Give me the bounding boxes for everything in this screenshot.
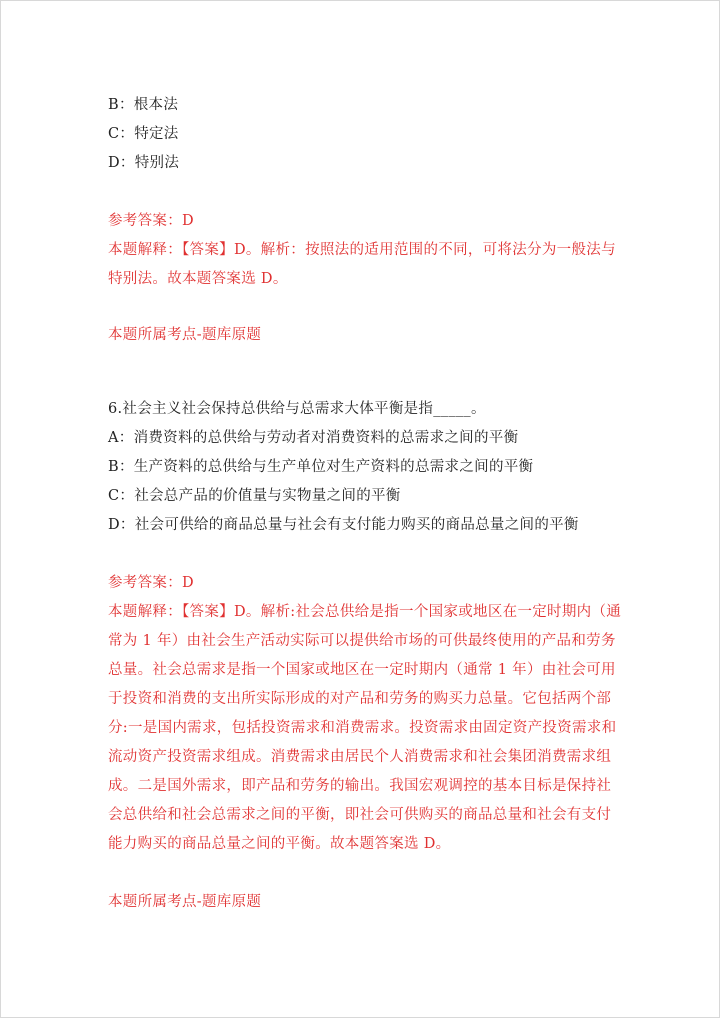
option-c: C：社会总产品的价值量与实物量之间的平衡 — [108, 488, 401, 504]
explanation-line: 总量。社会总需求是指一个国家或地区在一定时期内（通常 1 年）由社会可用 — [108, 662, 616, 678]
explanation-line: 于投资和消费的支出所实际形成的对产品和劳务的购买力总量。它包括两个部 — [108, 691, 612, 707]
option-a: A：消费资料的总供给与劳动者对消费资料的总需求之间的平衡 — [108, 430, 519, 446]
explanation-line: 能力购买的商品总量之间的平衡。故本题答案选 D。 — [108, 836, 451, 852]
explanation-line: 本题解释：【答案】D。解析:社会总供给是指一个国家或地区在一定时期内（通 — [108, 604, 622, 620]
question-source: 本题所属考点-题库原题 — [108, 894, 262, 910]
page-content — [108, 91, 622, 917]
explanation-line: 本题解释：【答案】D。解析：按照法的适用范围的不同，可将法分为一般法与 — [108, 242, 616, 258]
explanation-line: 特别法。故本题答案选 D。 — [108, 271, 288, 287]
explanation-line: 流动资产投资需求组成。消费需求由居民个人消费需求和社会集团消费需求组 — [108, 749, 612, 765]
answer-explanation — [108, 598, 622, 859]
option-b: B：根本法 — [108, 97, 179, 113]
option-d: D：社会可供给的商品总量与社会有支付能力购买的商品总量之间的平衡 — [108, 517, 579, 533]
question-source: 本题所属考点-题库原题 — [108, 327, 262, 343]
explanation-line: 会总供给和社会总需求之间的平衡，即社会可供购买的商品总量和社会有支付 — [108, 807, 612, 823]
question-text: 6.社会主义社会保持总供给与总需求大体平衡是指_____。 — [108, 401, 486, 417]
reference-answer: 参考答案：D — [108, 213, 194, 229]
option-c: C：特定法 — [108, 126, 179, 142]
explanation-line: 成。二是国外需求，即产品和劳务的输出。我国宏观调控的基本目标是保持社 — [108, 778, 612, 794]
reference-answer: 参考答案：D — [108, 575, 194, 591]
option-b: B：生产资料的总供给与生产单位对生产资料的总需求之间的平衡 — [108, 459, 534, 475]
option-d: D：特别法 — [108, 155, 180, 171]
answer-explanation — [108, 236, 618, 294]
explanation-line: 常为 1 年）由社会生产活动实际可以提供给市场的可供最终使用的产品和劳务 — [108, 633, 616, 649]
explanation-line: 分:一是国内需求，包括投资需求和消费需求。投资需求由固定资产投资需求和 — [108, 720, 617, 736]
